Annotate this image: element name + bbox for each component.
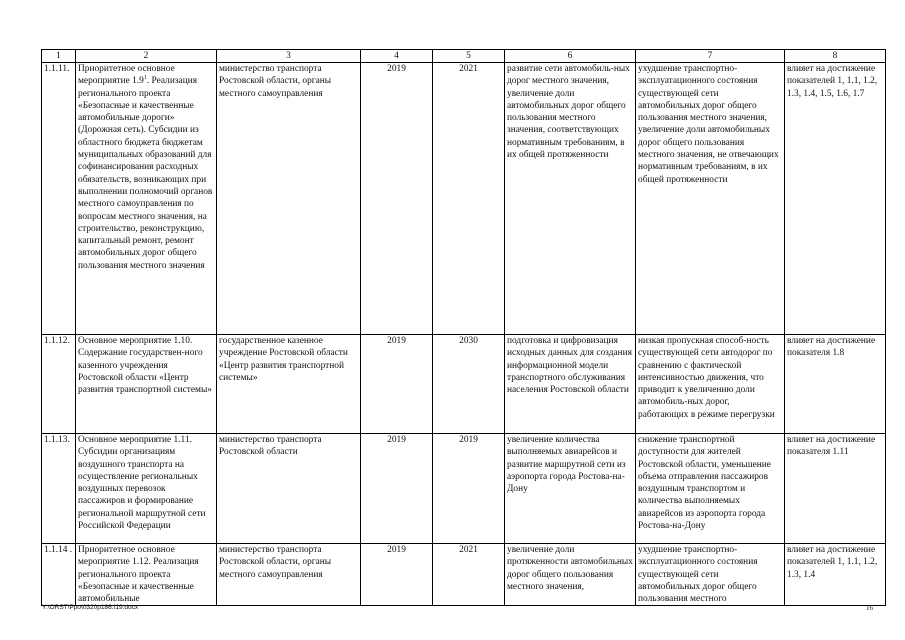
page-number: 16 [866, 604, 873, 612]
start-year: 2019 [361, 63, 433, 335]
measure-name [76, 63, 217, 335]
row-number: 1.1.12. [42, 335, 76, 434]
start-year: 2019 [361, 544, 433, 606]
start-year: 2019 [361, 335, 433, 434]
column-header: 3 [217, 50, 361, 63]
row-number: 1.1.11. [42, 63, 76, 335]
expected-result: увеличение количества выполняемых авиарейсов и развитие маршрутной сети из аэропорта города Ростова-на-Дону [505, 434, 636, 544]
consequence: снижение транспортной доступности для жителей Ростовской области, уменьшение объема отправления пассажиров воздушным транспортом и количества выполняемых авиарейсов из аэропорта города Ростова-на-Дону [636, 434, 785, 544]
document-file-path: Y:\ORST\Ppo\0320p186.f19.docx [42, 604, 139, 611]
column-header: 4 [361, 50, 433, 63]
measure-name-rest: . Реализация регионального проекта «Безопасные и качественные автомобильные дороги» (Дорожная сеть). Субсидии из областного бюджета бюджетам муниципальных образований для софинансирования расходных обязательств, возникающих при выполнении полномочий органов местного самоуправления по вопросам местного значения, на строительство, реконструкцию, капитальный ремонт, ремонт автомобильных дорог общего пользования местного значения [78, 76, 213, 271]
expected-result: увеличение доли протяженности автомобильных дорог общего пользования местного значения, [505, 544, 636, 606]
expected-result: подготовка и цифровизация исходных данных для создания информационной модели транспортного обслуживания населения Ростовской области [505, 335, 636, 434]
row-number: 1.1.13. [42, 434, 76, 544]
measure-name: Основное мероприятие 1.10. Содержание государствен-ного казенного учреждения Ростовской области «Центр развития транспортной системы» [76, 335, 217, 434]
measure-name: Основное мероприятие 1.11. Субсидии организациям воздушного транспорта на осуществление региональных воздушных перевозок пассажиров и формирование региональной маршрутной сети Российской Федерации [76, 434, 217, 544]
indicator-link: влияет на достижение показателей 1, 1.1, 1.2, 1.3, 1.4, 1.5, 1.6, 1.7 [785, 63, 886, 335]
table-row [42, 335, 886, 434]
expected-result: развитие сети автомобиль-ных дорог местного значения, увеличение доли автомобильных дорог общего пользования местного значения, соответствующих нормативным требованиям, в их общей протяженности [505, 63, 636, 335]
end-year: 2021 [433, 544, 505, 606]
indicator-link: влияет на достижение показателя 1.8 [785, 335, 886, 434]
end-year: 2019 [433, 434, 505, 544]
row-number: 1.1.14 . [42, 544, 76, 606]
executor: министерство транспорта Ростовской области [217, 434, 361, 544]
measure-name: Приоритетное основное мероприятие 1.12. Реализация регионального проекта «Безопасные и качественные автомобильные [76, 544, 217, 606]
column-header: 6 [505, 50, 636, 63]
indicator-link: влияет на достижение показателя 1.11 [785, 434, 886, 544]
footnote-mark: 1 [143, 75, 147, 82]
measure-name-text: Приоритетное основное мероприятие 1.9 [78, 64, 175, 87]
column-header: 2 [76, 50, 217, 63]
end-year: 2030 [433, 335, 505, 434]
table-row [42, 544, 886, 606]
end-year: 2021 [433, 63, 505, 335]
consequence: низкая пропускная способ-ность существующей сети автодорог по сравнению с фактической интенсивностью движения, что приводит к увеличению доли автомобиль-ных дорог, работающих в режиме перегрузки [636, 335, 785, 434]
column-header: 8 [785, 50, 886, 63]
table-row [42, 434, 886, 544]
consequence: ухудшение транспортно-эксплуатационного состояния существующей сети автомобильных дорог общего пользования местного значения, увеличение доли автомобильных дорог общего пользования местного значения, не отвечающих нормативным требованиям, в их общей протяженности [636, 63, 785, 335]
indicator-link: влияет на достижение показателей 1, 1.1, 1.2, 1.3, 1.4 [785, 544, 886, 606]
column-number-row [42, 50, 886, 63]
measures-table [41, 49, 886, 606]
start-year: 2019 [361, 434, 433, 544]
executor: министерство транспорта Ростовской области, органы местного самоуправления [217, 63, 361, 335]
column-header: 1 [42, 50, 76, 63]
table-row [42, 63, 886, 335]
executor: государственное казенное учреждение Ростовской области «Центр развития транспортной системы» [217, 335, 361, 434]
executor: министерство транспорта Ростовской области, органы местного самоуправления [217, 544, 361, 606]
column-header: 7 [636, 50, 785, 63]
column-header: 5 [433, 50, 505, 63]
consequence: ухудшение транспортно-эксплуатационного состояния существующей сети автомобильных дорог общего пользования местного [636, 544, 785, 606]
